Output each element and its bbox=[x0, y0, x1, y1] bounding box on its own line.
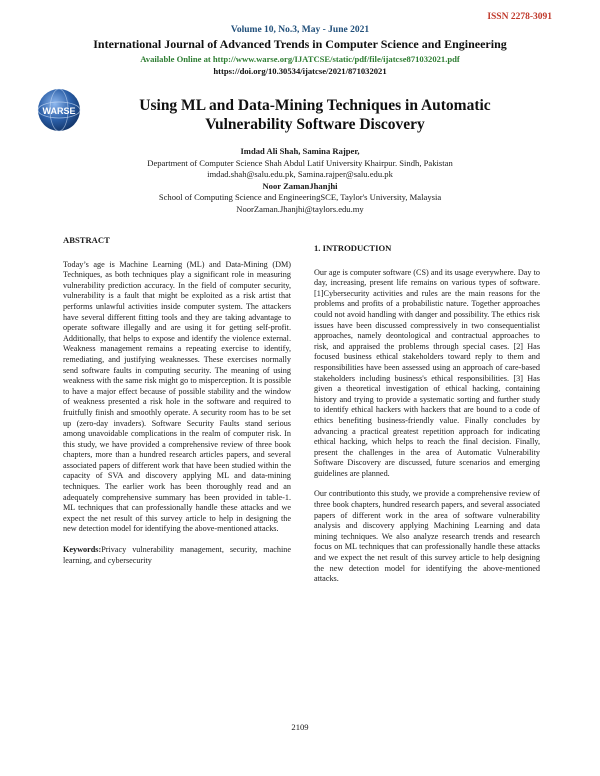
affiliation-secondary: School of Computing Science and EngineeringSCE, Taylor's University, Malaysia bbox=[158, 192, 442, 202]
volume-line: Volume 10, No.3, May - June 2021 bbox=[230, 25, 370, 35]
availability-link[interactable]: Available Online at http://www.warse.org/IJATCSE/static/pdf/file/ijatcse871032021.pdf bbox=[140, 54, 460, 64]
issn-label: ISSN 2278-3091 bbox=[487, 12, 552, 22]
logo-text: WARSE bbox=[42, 106, 76, 116]
introduction-paragraph-1: Our age is computer software (CS) and its usage everywhere. Day to day, increasing, present life remains on various types of software. [1]Cybersecurity activities and rules are the main reasons for the problems and profits of a probabilistic nature. Together approaches could not avoid handling with danger and possibility. The ethics risk issues have been discussed compressively in two consequentialist approaches, namely deontological and contractual approaches to risk, and appraised the problems through special cases. [2] Has focused business ethical stakeholders toward reply to them and responsibilities have been assessed using an approach of care-based stakeholders including business's ethical responsibilities. [3] Has given a theoretical investigation of ethical hacking, containing history and trying to provide a systematic sorting and further study to identify ethical hackers with hackers that are bound to a code of ethics benefiting business-friendly value. Finally concludes by advancing a practical greatest repetition approach for indicating ethical hacking, which helps to reach the final decision. Finally, present the challenges in the area of Automatic Vulnerability Software Discovery are discussed, future scenarios and emerging guidelines are planned. bbox=[314, 267, 540, 478]
keywords-label: Keywords: bbox=[63, 545, 102, 555]
emails-primary: imdad.shah@salu.edu.pk, Samina.rajper@salu.edu.pk bbox=[207, 169, 393, 179]
page-number: 2109 bbox=[291, 722, 309, 732]
keywords-text: Privacy vulnerability management, security, machine learning, and cybersecurity bbox=[63, 545, 291, 565]
introduction-column bbox=[314, 243, 540, 595]
title-line-2: Vulnerability Software Discovery bbox=[205, 116, 425, 133]
journal-title: International Journal of Advanced Trends in Computer Science and Engineering bbox=[93, 37, 507, 51]
affiliation-primary: Department of Computer Science Shah Abdul Latif University Khairpur. Sindh, Pakistan bbox=[147, 157, 453, 168]
abstract-text: Today’s age is Machine Learning (ML) and Data-Mining (DM) Techniques, as both techniques play a significant role in measuring vulnerability prediction accuracy. In the field of computer security, vulnerability is a fault that might be exploited as a risk artist that performs unlawful activities inside computer system. The attackers have several different fitting tools and they are taking advantage to operate software illegally and are using it for getting self-profit. Additionally, that helps to expose and identify the violence external. Weakness management remains a repeating exercise to identify, remediating, and justifying weaknesses. These exercises normally send software faults in computing security. The meaning of using weakness with the same risk might go to misperception. It is possible to have a major effect because of possible stability and the window of weakness presented a risk hole in the software and required to fruitfully finish and smoothly operate. A security room has to be set up (zero-day invaders). Software Security Faults stand serious among unavoidable complications in the realm of computer risk. In this study, we have provided a comprehensive review of three book chapters, more than a hundred research articles papers, and several associated papers of different work that have been studied within the capacity of SVA and discovery applying ML and data-mining techniques. The earlier work has been thoroughly read and an adequately comprehensive summary has been provided in table-1. ML techniques that can professionally handle these attacks and we expect the net result of this survey article to help in designing the new detection model for identifying the above-mentioned attacks. bbox=[63, 259, 291, 534]
keywords-line bbox=[63, 545, 291, 566]
authors-primary: Imdad Ali Shah, Samina Rajper, bbox=[240, 146, 360, 156]
authors-secondary: Noor ZamanJhanjhi bbox=[262, 180, 338, 191]
doi-link[interactable]: https://doi.org/10.30534/ijatcse/2021/871032021 bbox=[213, 66, 387, 76]
warse-logo bbox=[35, 86, 83, 134]
paper-title bbox=[100, 96, 530, 134]
abstract-heading: ABSTRACT bbox=[63, 235, 110, 245]
introduction-heading: 1. INTRODUCTION bbox=[314, 243, 392, 253]
abstract-column bbox=[63, 235, 291, 576]
introduction-paragraph-2: Our contributionto this study, we provide a comprehensive review of three book chapters, hundred research papers, and several associated papers of different work in the area of software vulnerability analysis and discovery applying Machining Learning and data mining techniques. We also analyze research trends and research focus on ML techniques that can professionally handle these attacks and we expect the net result of this survey article to help designing the new detection model for identifying the above-mentioned attacks. bbox=[314, 489, 540, 584]
emails-secondary: NoorZaman.Jhanjhi@taylors.edu.my bbox=[236, 203, 364, 214]
author-block bbox=[0, 146, 600, 215]
title-line-1: Using ML and Data-Mining Techniques in Automatic bbox=[139, 97, 491, 114]
